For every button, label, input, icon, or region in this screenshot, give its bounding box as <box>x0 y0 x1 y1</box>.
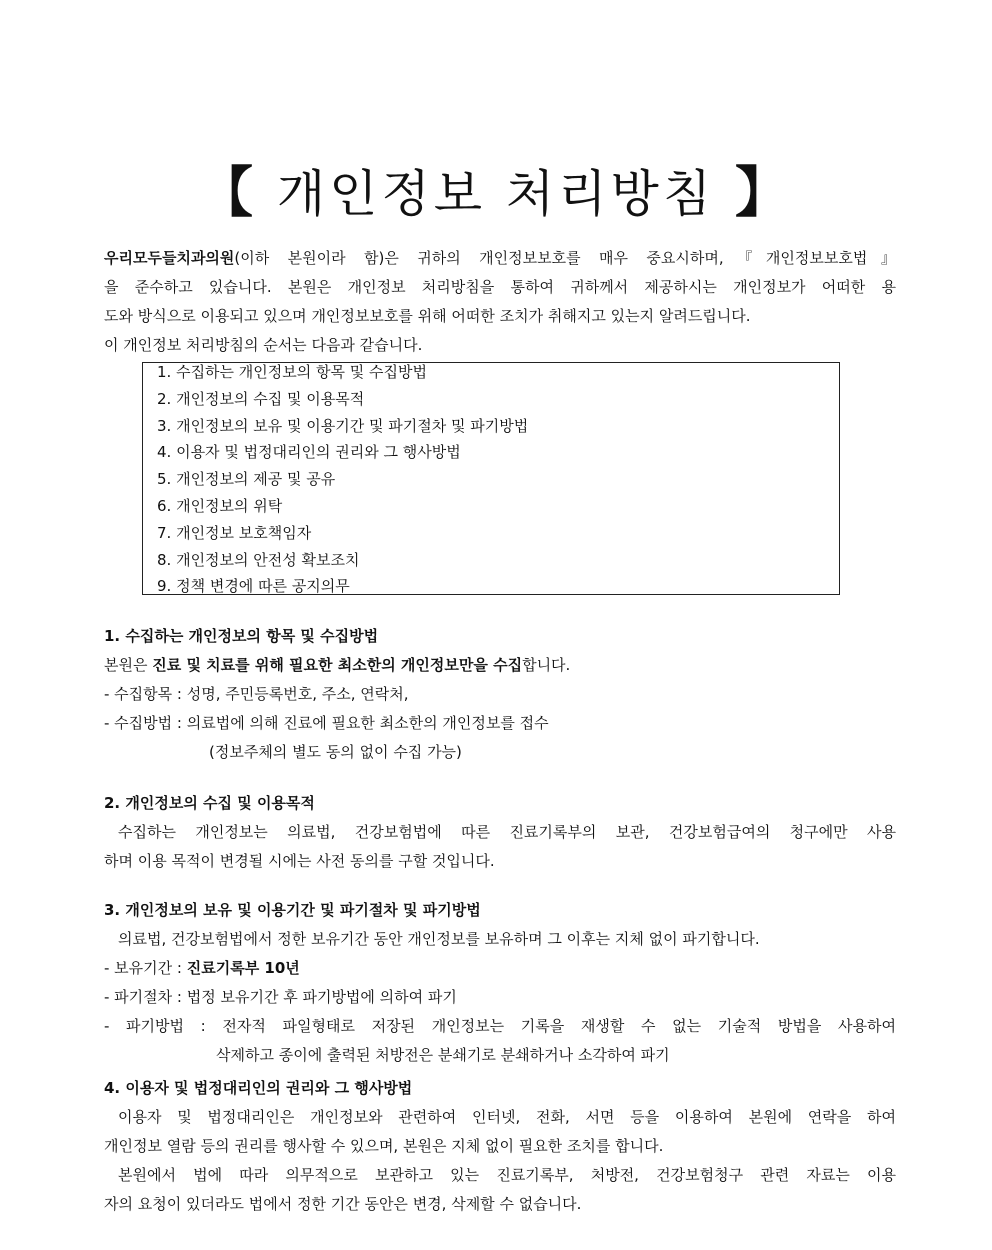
section-3 <box>104 896 896 1070</box>
section-2-line-2: 하며 이용 목적이 변경될 시에는 사전 동의를 구할 것입니다. <box>104 852 495 870</box>
section-3-item-3-cont: 삭제하고 종이에 출력된 처방전은 분쇄기로 분쇄하거나 소각하여 파기 <box>216 1046 670 1064</box>
section-1-item-2: - 수집방법 : 의료법에 의해 진료에 필요한 최소한의 개인정보를 접수 <box>104 714 549 732</box>
intro-paragraph <box>104 244 896 360</box>
section-1-item-1: - 수집항목 : 성명, 주민등록번호, 주소, 연락처, <box>104 685 409 703</box>
intro-line-4: 이 개인정보 처리방침의 순서는 다음과 같습니다. <box>104 336 423 354</box>
clinic-name: 우리모두들치과의원 <box>104 249 235 267</box>
section-1-lead <box>104 651 896 680</box>
section-1-lead-bold: 진료 및 치료를 위해 필요한 최소한의 개인정보만을 수집 <box>152 656 523 674</box>
toc-item: 3. 개인정보의 보유 및 이용기간 및 파기절차 및 파기방법 <box>157 416 529 435</box>
section-1-heading: 1. 수집하는 개인정보의 항목 및 수집방법 <box>104 627 379 645</box>
section-2-heading: 2. 개인정보의 수집 및 이용목적 <box>104 794 315 812</box>
section-3-item-1-value: 진료기록부 10년 <box>186 959 300 977</box>
section-1-lead-pre: 본원은 <box>104 656 153 674</box>
section-4-heading: 4. 이용자 및 법정대리인의 권리와 그 행사방법 <box>104 1079 413 1097</box>
title-close-bracket: 】 <box>735 161 794 224</box>
toc-item: 4. 이용자 및 법정대리인의 권리와 그 행사방법 <box>157 443 461 462</box>
section-1 <box>104 622 896 767</box>
intro-line-1-rest: (이하 본원이라 함)은 귀하의 개인정보보호를 매우 중요시하며,『개인정보보호법』 <box>234 249 896 267</box>
section-1-item-2-cont: (정보주체의 별도 동의 없이 수집 가능) <box>209 743 462 761</box>
toc-item: 1. 수집하는 개인정보의 항목 및 수집방법 <box>157 363 427 381</box>
section-4-p2-line-2: 자의 요청이 있더라도 법에서 정한 기간 동안은 변경, 삭제할 수 없습니다. <box>104 1195 582 1213</box>
toc-item: 6. 개인정보의 위탁 <box>157 496 283 515</box>
intro-line-3: 도와 방식으로 이용되고 있으며 개인정보보호를 위해 어떠한 조치가 취해지고 있는지 알려드립니다. <box>104 307 751 325</box>
toc-item: 2. 개인정보의 수집 및 이용목적 <box>157 389 365 408</box>
toc-item: 7. 개인정보 보호책임자 <box>157 523 312 542</box>
section-2 <box>104 789 896 876</box>
toc-item: 8. 개인정보의 안전성 확보조치 <box>157 550 360 569</box>
section-4-p1-line-1: 이용자 및 법정대리인은 개인정보와 관련하여 인터넷, 전화, 서면 등을 이용하여 본원에 연락을 하여 <box>118 1108 896 1126</box>
section-3-item-2: - 파기절차 : 법정 보유기간 후 파기방법에 의하여 파기 <box>104 988 457 1006</box>
section-4-p2-line-1: 본원에서 법에 따라 의무적으로 보관하고 있는 진료기록부, 처방전, 건강보험청구 관련 자료는 이용 <box>118 1166 896 1184</box>
title-text: 개인정보 처리방침 <box>276 165 716 223</box>
section-4-p1-line-2: 개인정보 열람 등의 권리를 행사할 수 있으며, 본원은 지체 없이 필요한 조치를 합니다. <box>104 1137 664 1155</box>
title-open-bracket: 【 <box>198 161 257 224</box>
section-4 <box>104 1074 896 1219</box>
section-1-lead-post: 합니다. <box>522 656 571 674</box>
toc-item: 5. 개인정보의 제공 및 공유 <box>157 470 336 489</box>
section-3-item-3: - 파기방법 : 전자적 파일형태로 저장된 개인정보는 기록을 재생할 수 없는 기술적 방법을 사용하여 <box>104 1017 896 1035</box>
section-3-line-1: 의료법, 건강보험법에서 정한 보유기간 동안 개인정보를 보유하며 그 이후는 지체 없이 파기합니다. <box>118 930 760 948</box>
intro-line-2: 을 준수하고 있습니다. 본원은 개인정보 처리방침을 통하여 귀하께서 제공하시는 개인정보가 어떠한 용 <box>104 278 896 296</box>
section-3-heading: 3. 개인정보의 보유 및 이용기간 및 파기절차 및 파기방법 <box>104 901 481 919</box>
section-3-item-1-label: - 보유기간 : <box>104 959 187 977</box>
section-3-item-1 <box>104 954 896 983</box>
toc-item: 9. 정책 변경에 따른 공지의무 <box>157 577 350 596</box>
intro-line-1 <box>104 244 896 273</box>
section-2-line-1: 수집하는 개인정보는 의료법, 건강보험법에 따른 진료기록부의 보관, 건강보험급여의 청구에만 사용 <box>118 823 896 841</box>
table-of-contents <box>142 362 840 595</box>
page-title <box>0 158 992 229</box>
